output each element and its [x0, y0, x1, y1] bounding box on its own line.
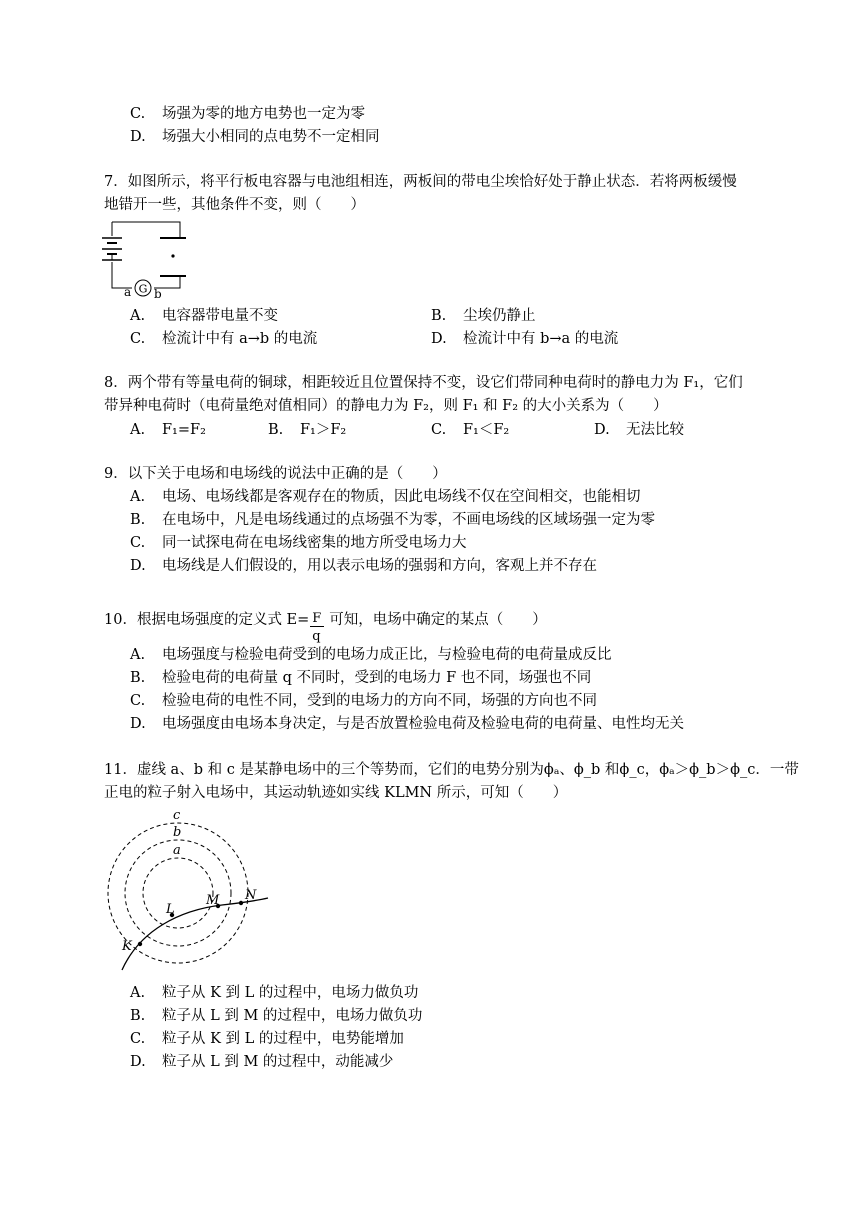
q9-option-c	[130, 533, 467, 553]
q11-stem-line1: 11．虚线 a、b 和 c 是某静电场中的三个等势而，它们的电势分别为ϕₐ、ϕ_b 和ϕ_c，ϕₐ＞ϕ_b＞ϕ_c．一带	[104, 762, 799, 778]
q9-option-d	[130, 556, 597, 576]
q11-label-b: b	[173, 825, 182, 840]
q7-option-c-label: C.	[130, 331, 146, 347]
q10-stem-pre: 10．根据电场强度的定义式 E=	[104, 612, 310, 628]
q10-fraction-bar	[310, 626, 324, 627]
q7-galvanometer-label: G	[138, 282, 148, 296]
q9-option-b	[130, 510, 655, 530]
q8-option-a-text: F₁=F₂	[162, 422, 206, 438]
q7-option-d-label: D.	[431, 331, 447, 347]
q8-option-d-label: D.	[594, 422, 610, 438]
q9-option-d-text: 电场线是人们假设的，用以表示电场的强弱和方向，客观上并不存在	[162, 558, 597, 574]
q7-option-a-text: 电容器带电量不变	[162, 308, 278, 324]
q9-stem: 9．以下关于电场和电场线的说法中正确的是（ ）	[104, 466, 447, 482]
q7-option-b	[431, 306, 536, 326]
q10-option-a-text: 电场强度与检验电荷受到的电场力成正比，与检验电荷的电荷量成反比	[162, 647, 612, 663]
q7-top-wire	[112, 222, 180, 238]
q10-fraction-denominator: q	[312, 629, 321, 644]
q10-option-b	[130, 668, 591, 688]
q8-option-a-label: A.	[130, 422, 146, 438]
q9-option-a	[130, 487, 641, 507]
q8-option-b-label: B.	[268, 422, 284, 438]
q9-option-a-label: A.	[130, 489, 146, 505]
q9-option-b-label: B.	[130, 512, 146, 528]
q7-option-a-label: A.	[130, 308, 146, 324]
q11-option-d	[130, 1052, 393, 1072]
q6-option-c-label: C.	[130, 106, 146, 122]
q11-option-c-text: 粒子从 K 到 L 的过程中，电势能增加	[162, 1031, 404, 1047]
q11-label-a: a	[173, 843, 181, 858]
q11-label-k: K	[122, 939, 132, 954]
q8-stem-line1: 8．两个带有等量电荷的铜球，相距较近且位置保持不变，设它们带同种电荷时的静电力为 F₁，它们	[104, 375, 743, 391]
q11-option-b-text: 粒子从 L 到 M 的过程中，电场力做负功	[162, 1008, 423, 1024]
q8-stem-line2: 带异种电荷时（电荷量绝对值相同）的静电力为 F₂，则 F₁ 和 F₂ 的大小关系为（ ）	[104, 398, 668, 414]
q10-option-c	[130, 691, 597, 711]
q10-option-d	[130, 714, 684, 734]
q6-option-c-text: 场强为零的地方电势也一定为零	[162, 106, 365, 122]
q10-stem	[104, 610, 547, 644]
q8-option-c-text: F₁＜F₂	[463, 422, 510, 438]
q7-dust-particle	[171, 254, 174, 257]
q7-option-c-text: 检流计中有 a→b 的电流	[162, 331, 318, 347]
q10-option-b-text: 检验电荷的电荷量 q 不同时，受到的电场力 F 也不同，场强也不同	[162, 670, 592, 686]
q11-label-m: M	[206, 893, 220, 908]
q11-option-c-label: C.	[130, 1031, 146, 1047]
q11-option-a-text: 粒子从 K 到 L 的过程中，电场力做负功	[162, 985, 419, 1001]
q9-option-b-text: 在电场中，凡是电场线通过的点场强不为零，不画电场线的区域场强一定为零	[162, 512, 655, 528]
q11-option-a-label: A.	[130, 985, 146, 1001]
q8-option-d	[594, 420, 684, 440]
q7-option-d	[431, 329, 618, 349]
q6-option-d	[130, 127, 380, 147]
q6-option-d-label: D.	[130, 129, 146, 145]
q6-option-d-text: 场强大小相同的点电势不一定相同	[162, 129, 380, 145]
q11-option-d-label: D.	[130, 1054, 146, 1070]
q7-point-a: a	[124, 285, 132, 299]
q7-option-b-text: 尘埃仍静止	[463, 308, 536, 324]
q10-option-d-text: 电场强度由电场本身决定，与是否放置检验电荷及检验电荷的电荷量、电性均无关	[162, 716, 684, 732]
q10-option-c-text: 检验电荷的电性不同，受到的电场力的方向不同，场强的方向也不同	[162, 693, 597, 709]
q10-option-d-label: D.	[130, 716, 146, 732]
q8-option-b-text: F₁＞F₂	[300, 422, 347, 438]
q11-label-l: L	[166, 902, 175, 917]
q11-option-a	[130, 983, 418, 1003]
q7-option-b-label: B.	[431, 308, 447, 324]
q8-option-d-text: 无法比较	[626, 422, 684, 438]
q7-circuit-figure	[100, 218, 190, 300]
q11-label-n: N	[245, 888, 257, 903]
q11-label-c: c	[173, 808, 181, 823]
q9-option-c-text: 同一试探电荷在电场线密集的地方所受电场力大	[162, 535, 467, 551]
q11-option-b	[130, 1006, 422, 1026]
q7-stem-line2: 地错开一些，其他条件不变，则（ ）	[104, 197, 365, 213]
q7-option-d-text: 检流计中有 b→a 的电流	[463, 331, 619, 347]
q11-point-n-dot	[239, 901, 243, 905]
q11-point-k-dot	[138, 942, 142, 946]
q11-equipotential-figure	[100, 805, 275, 975]
q6-option-c	[130, 104, 365, 124]
q11-option-d-text: 粒子从 L 到 M 的过程中，动能减少	[162, 1054, 394, 1070]
q9-option-a-text: 电场、电场线都是客观存在的物质，因此电场线不仅在空间相交，也能相切	[162, 489, 641, 505]
q11-option-b-label: B.	[130, 1008, 146, 1024]
q8-option-b	[268, 420, 346, 440]
q10-option-c-label: C.	[130, 693, 146, 709]
q7-stem-line1: 7．如图所示，将平行板电容器与电池组相连，两板间的带电尘埃恰好处于静止状态．若将两板缓慢	[104, 174, 737, 190]
q10-fraction-numerator: F	[312, 611, 322, 626]
q11-stem-line2: 正电的粒子射入电场中，其运动轨迹如实线 KLMN 所示，可知（ ）	[104, 785, 568, 801]
q9-option-c-label: C.	[130, 535, 146, 551]
q11-equipotential-a	[143, 858, 213, 928]
q11-option-c	[130, 1029, 404, 1049]
q8-option-a	[130, 420, 206, 440]
q7-option-c	[130, 329, 317, 349]
q8-option-c-label: C.	[431, 422, 447, 438]
q7-option-a	[130, 306, 278, 326]
q8-option-c	[431, 420, 509, 440]
q10-option-a	[130, 645, 612, 665]
q10-option-b-label: B.	[130, 670, 146, 686]
q9-option-d-label: D.	[130, 558, 146, 574]
q10-stem-post: 可知，电场中确定的某点（ ）	[329, 612, 547, 628]
q7-point-b: b	[154, 287, 162, 301]
q10-option-a-label: A.	[130, 647, 146, 663]
